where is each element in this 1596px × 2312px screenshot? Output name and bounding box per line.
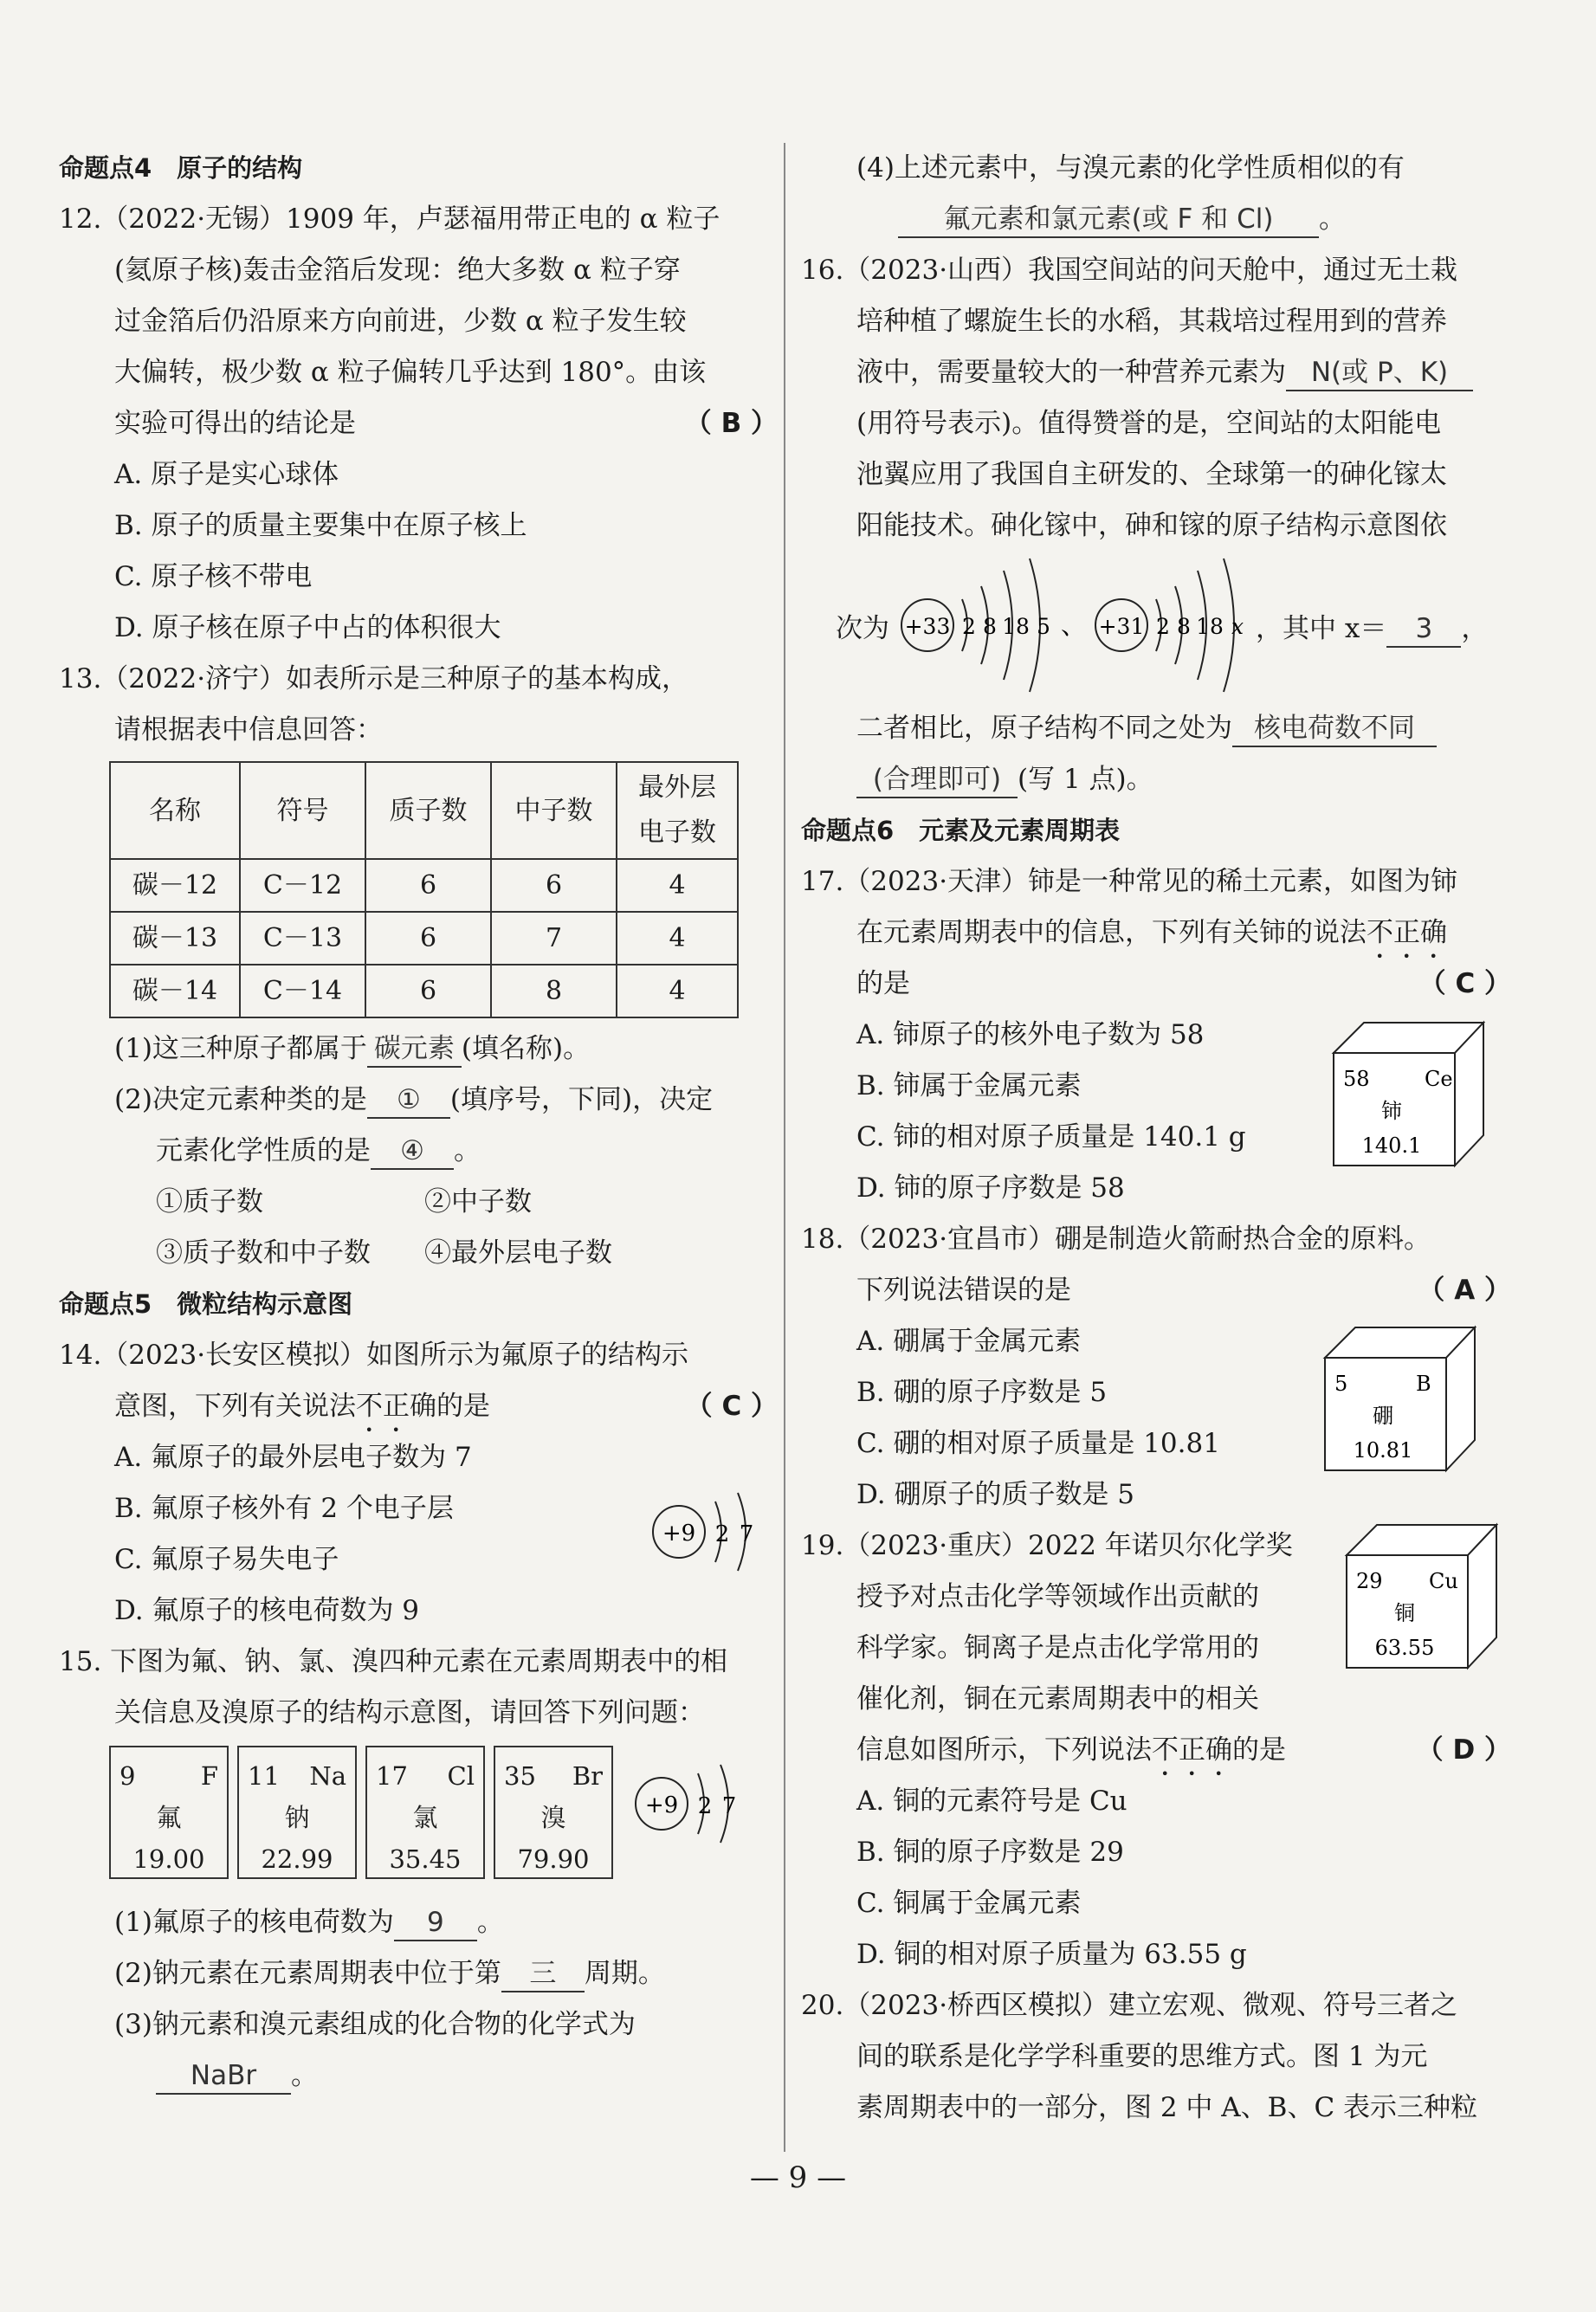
shell-electrons: 18 <box>1196 614 1224 639</box>
answer-blank: 碳元素 <box>367 1031 462 1068</box>
element-name: 氯 <box>412 1803 438 1832</box>
atomic-number: 58 <box>1343 1067 1370 1091</box>
element-name: 硼 <box>1373 1404 1393 1428</box>
q17-option-a: A. 铈原子的核外电子数为 58 <box>856 1019 1205 1050</box>
q15-part4-cont <box>801 194 1511 245</box>
q16-line <box>801 754 1511 805</box>
atomic-number: 17 <box>376 1761 408 1791</box>
text: 液中，需要量较大的一种营养元素为 <box>856 357 1286 388</box>
q19-line: 19.（2023·重庆）2022 年诺贝尔化学奖 <box>801 1530 1293 1561</box>
q20-line: 间的联系是化学学科重要的思维方式。图 1 为元 <box>856 2041 1428 2072</box>
text: 。 <box>476 1907 504 1938</box>
table-cell: C－14 <box>240 965 365 1017</box>
q14-line: 14.（2023·长安区模拟）如图所示为氟原子的结构示 <box>59 1340 689 1371</box>
q19-answer: （ D ） <box>1416 1734 1511 1766</box>
arsenic-atom-diagram <box>901 559 1050 692</box>
text: (写 1 点)。 <box>1018 764 1153 795</box>
element-symbol: F <box>200 1761 218 1791</box>
atomic-mass: 22.99 <box>261 1844 333 1874</box>
column-divider <box>784 143 785 2152</box>
option: ①质子数 <box>156 1186 263 1217</box>
element-name: 钠 <box>284 1803 310 1832</box>
q12-line: 大偏转，极少数 α 粒子偏转几乎达到 180°。由该 <box>114 357 707 388</box>
atomic-mass: 10.81 <box>1353 1438 1413 1463</box>
option: ②中子数 <box>424 1186 532 1217</box>
nucleus-label: +33 <box>904 614 951 639</box>
q18-option-c: C. 硼的相对原子质量是 10.81 <box>856 1428 1220 1459</box>
periodic-cell <box>237 1746 357 1879</box>
q16-line: 池翼应用了我国自主研发的、全球第一的砷化镓太 <box>856 459 1447 490</box>
shell-electrons: 8 <box>1177 614 1191 639</box>
element-symbol: Cu <box>1429 1569 1458 1593</box>
q13-table <box>109 761 739 1018</box>
element-symbol: B <box>1416 1372 1431 1396</box>
atomic-mass: 140.1 <box>1361 1133 1422 1158</box>
periodic-cell <box>109 1746 229 1879</box>
answer-blank: 9 <box>394 1905 477 1941</box>
q12-option-d: D. 原子核在原子中占的体积很大 <box>114 612 501 643</box>
table-cell: 6 <box>365 912 491 965</box>
option: ③质子数和中子数 <box>156 1237 371 1269</box>
q19-option-c: C. 铜属于金属元素 <box>856 1888 1082 1919</box>
answer-blank: 三 <box>501 1956 585 1992</box>
q17-option-b: B. 铈属于金属元素 <box>856 1070 1082 1101</box>
atomic-number: 35 <box>504 1761 536 1791</box>
q19-line: 科学家。铜离子是点击化学常用的 <box>856 1632 1259 1663</box>
table-cell: C－12 <box>240 859 365 912</box>
q18-option-b: B. 硼的原子序数是 5 <box>856 1377 1108 1408</box>
text: 下列说法错误的是 <box>856 1275 1071 1306</box>
atomic-mass: 63.55 <box>1374 1636 1435 1660</box>
q17-line <box>801 959 1511 1010</box>
q14-option-c: C. 氟原子易失电子 <box>114 1544 339 1575</box>
q13-part2-cont <box>59 1126 778 1177</box>
q18-answer: （ A ） <box>1418 1275 1511 1306</box>
atomic-mass: 19.00 <box>132 1844 205 1874</box>
answer-blank: ① <box>367 1082 450 1119</box>
table-cell: 4 <box>617 912 738 965</box>
q14-line <box>59 1381 778 1432</box>
q18-line <box>801 1265 1511 1316</box>
answer-blank: 3 <box>1386 611 1461 648</box>
text: 的是 <box>1232 1734 1286 1766</box>
emphasis-text: 不正确 <box>1152 1734 1232 1766</box>
q20-line: 素周期表中的一部分，图 2 中 A、B、C 表示三种粒 <box>856 2092 1478 2123</box>
table-cell: 6 <box>491 859 617 912</box>
table-row <box>110 859 738 912</box>
table-header-row <box>110 762 738 859</box>
shell-electrons: 7 <box>739 1521 754 1547</box>
element-name: 铈 <box>1381 1099 1402 1123</box>
section-heading-6: 命题点6 元素及元素周期表 <box>801 816 1121 845</box>
text: 次为 <box>836 613 889 644</box>
q12-stem: 实验可得出的结论是 <box>114 408 356 439</box>
text: (填名称)。 <box>461 1033 591 1064</box>
q13-part2 <box>59 1075 778 1126</box>
header-part: 电子数 <box>638 817 716 848</box>
q16-line <box>801 347 1511 398</box>
header-part: 最外层 <box>638 772 716 803</box>
table-cell: 6 <box>365 965 491 1017</box>
page-number: — 9 — <box>749 2160 847 2195</box>
q20-line: 20.（2023·桥西区模拟）建立宏观、微观、符号三者之 <box>801 1990 1458 2021</box>
atomic-mass: 79.90 <box>517 1844 590 1874</box>
q16-line: 16.（2023·山西）我国空间站的问天舱中，通过无土栽 <box>801 255 1458 286</box>
answer-blank: (合理即可) <box>856 762 1018 798</box>
text: 周期。 <box>584 1958 665 1989</box>
q14-option-d: D. 氟原子的核电荷数为 9 <box>114 1595 420 1626</box>
q19-line: 授予对点击化学等领域作出贡献的 <box>856 1581 1259 1612</box>
q18-options <box>801 1316 1511 1521</box>
fluorine-atom-diagram <box>648 1484 769 1579</box>
atomic-number: 11 <box>248 1761 280 1791</box>
q14-answer: （ C ） <box>685 1391 778 1422</box>
q17-answer: （ C ） <box>1418 968 1511 999</box>
q15-line: 15. 下图为氟、钠、氯、溴四种元素在元素周期表中的相 <box>59 1646 728 1677</box>
q16-line <box>801 703 1511 754</box>
left-column <box>59 143 778 2102</box>
q16-line: 培种植了螺旋生长的水稻，其栽培过程用到的营养 <box>856 306 1447 337</box>
q12-line <box>59 398 778 449</box>
table-cell: 4 <box>617 965 738 1017</box>
q12-line: (氦原子核)轰击金箔后发现：绝大多数 α 粒子穿 <box>114 255 681 286</box>
q17-option-d: D. 铈的原子序数是 58 <box>856 1172 1125 1204</box>
element-symbol: Na <box>309 1761 346 1791</box>
q19-option-d: D. 铜的相对原子质量为 63.55 g <box>856 1939 1247 1970</box>
answer-blank: N(或 P、K) <box>1286 355 1473 391</box>
q12-option-b: B. 原子的质量主要集中在原子核上 <box>114 510 527 541</box>
answer-blank: 氟元素和氯元素(或 F 和 Cl) <box>898 202 1319 238</box>
shell-electrons: 7 <box>721 1793 737 1819</box>
q19-line <box>801 1725 1511 1776</box>
table-header <box>617 762 738 859</box>
table-cell: 6 <box>365 859 491 912</box>
text: 二者相比，原子结构不同之处为 <box>856 713 1232 744</box>
table-header: 中子数 <box>491 762 617 859</box>
answer-blank: ④ <box>371 1133 454 1170</box>
q17-line: 17.（2023·天津）铈是一种常见的稀土元素，如图为铈 <box>801 866 1458 897</box>
table-header: 质子数 <box>365 762 491 859</box>
table-row <box>110 965 738 1017</box>
boron-element-cube <box>1321 1323 1476 1475</box>
text: 。 <box>454 1135 481 1166</box>
q13-options <box>59 1228 778 1279</box>
element-symbol: Br <box>572 1761 603 1791</box>
q14-option-b: B. 氟原子核外有 2 个电子层 <box>114 1493 454 1524</box>
q19-option-b: B. 铜的原子序数是 29 <box>856 1837 1124 1868</box>
nucleus-label: +31 <box>1098 614 1145 639</box>
q14-option-a: A. 氟原子的最外层电子数为 7 <box>114 1442 472 1473</box>
q13-line: 13.（2022·济宁）如表所示是三种原子的基本构成， <box>59 663 689 694</box>
gallium-atom-diagram <box>1095 559 1244 692</box>
copper-element-cube <box>1342 1521 1498 1672</box>
text: 。 <box>1319 203 1346 235</box>
table-header: 名称 <box>110 762 240 859</box>
q15-part3: (3)钠元素和溴元素组成的化合物的化学式为 <box>114 2009 636 2040</box>
q19-line: 催化剂，铜在元素周期表中的相关 <box>856 1683 1259 1715</box>
element-symbol: Ce <box>1425 1067 1453 1091</box>
q19-block <box>801 1521 1511 1776</box>
q15-part3-cont <box>59 2050 778 2102</box>
table-cell: 7 <box>491 912 617 965</box>
shell-electrons: 2 <box>1156 614 1170 639</box>
q16-x-answer <box>1256 604 1488 655</box>
q18-option-d: D. 硼原子的质子数是 5 <box>856 1479 1135 1510</box>
table-header: 符号 <box>240 762 365 859</box>
text: 。 <box>291 2060 318 2091</box>
table-cell: 8 <box>491 965 617 1017</box>
shell-electrons: 5 <box>1037 614 1050 639</box>
periodic-cell <box>494 1746 613 1879</box>
shell-electrons: 2 <box>962 614 976 639</box>
q18-option-a: A. 硼属于金属元素 <box>856 1326 1082 1357</box>
shell-electrons: 8 <box>983 614 997 639</box>
q19-option-a: A. 铜的元素符号是 Cu <box>856 1786 1128 1817</box>
q17-option-c: C. 铈的相对原子质量是 140.1 g <box>856 1121 1246 1153</box>
text: (填序号，下同)，决定 <box>449 1084 714 1115</box>
q15-periodic-cells <box>59 1739 778 1897</box>
text: (2)决定元素种类的是 <box>114 1084 367 1115</box>
table-cell: 4 <box>617 859 738 912</box>
shell-electrons: 18 <box>1002 614 1030 639</box>
section-heading-4: 命题点4 原子的结构 <box>59 153 303 183</box>
text: 确的是 <box>410 1391 490 1422</box>
q15-part2 <box>59 1948 778 1999</box>
q18-line: 18.（2023·宜昌市）硼是制造火箭耐热合金的原料。 <box>801 1224 1431 1255</box>
section-heading-5: 命题点5 微粒结构示意图 <box>59 1289 353 1319</box>
q12-line: 12.（2022·无锡）1909 年，卢瑟福用带正电的 α 粒子 <box>59 203 720 235</box>
cerium-element-cube <box>1329 1018 1485 1170</box>
text: ， <box>1461 613 1489 644</box>
q16-atom-diagrams-line <box>801 552 1511 703</box>
nucleus-label: +9 <box>662 1521 696 1547</box>
atomic-number: 5 <box>1334 1372 1348 1396</box>
table-cell: 碳－14 <box>110 965 240 1017</box>
q15-part1 <box>59 1897 778 1948</box>
table-cell: C－13 <box>240 912 365 965</box>
q15-part4: (4)上述元素中，与溴元素的化学性质相似的有 <box>856 152 1405 184</box>
table-row <box>110 912 738 965</box>
q13-part1 <box>59 1024 778 1075</box>
text: 的是 <box>856 968 910 999</box>
text: 信息如图所示，下列说法 <box>856 1734 1152 1766</box>
element-name: 铜 <box>1394 1601 1415 1625</box>
q17-line <box>801 907 1511 959</box>
table-cell: 碳－13 <box>110 912 240 965</box>
element-name: 氟 <box>156 1803 182 1832</box>
text: ，其中 x＝ <box>1256 613 1387 644</box>
periodic-cell <box>365 1746 485 1879</box>
q12-option-a: A. 原子是实心球体 <box>114 459 339 490</box>
text: (1)氟原子的核电荷数为 <box>114 1907 394 1938</box>
text: 在元素周期表中的信息，下列有关铈的说法 <box>856 917 1367 948</box>
text: (1)这三种原子都属于 <box>114 1033 367 1064</box>
shell-electrons: 2 <box>714 1521 730 1547</box>
answer-blank: 核电荷数不同 <box>1232 711 1437 747</box>
atomic-mass: 35.45 <box>389 1844 462 1874</box>
q13-line: 请根据表中信息回答： <box>114 714 383 746</box>
answer-blank: NaBr <box>156 2058 291 2095</box>
text: (2)钠元素在元素周期表中位于第 <box>114 1958 501 1989</box>
shell-electrons: 2 <box>697 1793 713 1819</box>
bromine-atom-diagram <box>630 1756 752 1851</box>
element-symbol: Cl <box>447 1761 475 1791</box>
q14-options <box>59 1432 778 1637</box>
q13-options <box>59 1177 778 1228</box>
q16-line: (用符号表示)。值得赞誉的是，空间站的太阳能电 <box>856 408 1442 439</box>
text: 元素化学性质的是 <box>156 1135 371 1166</box>
table-cell: 碳－12 <box>110 859 240 912</box>
q12-answer: （ B ） <box>684 408 778 439</box>
emphasis-text: 不正 <box>356 1391 410 1422</box>
nucleus-label: +9 <box>644 1792 679 1818</box>
right-column <box>801 143 1511 2134</box>
q17-options <box>801 1010 1511 1214</box>
element-name: 溴 <box>540 1803 566 1832</box>
emphasis-text: 不正确 <box>1367 917 1447 948</box>
atomic-number: 29 <box>1356 1569 1383 1593</box>
separator: 、 <box>1061 610 1087 640</box>
option: ④最外层电子数 <box>424 1237 612 1269</box>
q15-line: 关信息及溴原子的结构示意图，请回答下列问题： <box>114 1697 705 1728</box>
atomic-number: 9 <box>120 1761 136 1791</box>
q16-line: 阳能技术。砷化镓中，砷和镓的原子结构示意图依 <box>856 510 1447 541</box>
shell-electrons: x <box>1231 614 1244 639</box>
q12-option-c: C. 原子核不带电 <box>114 561 313 592</box>
text: 意图，下列有关说法 <box>114 1391 356 1422</box>
q12-line: 过金箔后仍沿原来方向前进，少数 α 粒子发生较 <box>114 306 687 337</box>
